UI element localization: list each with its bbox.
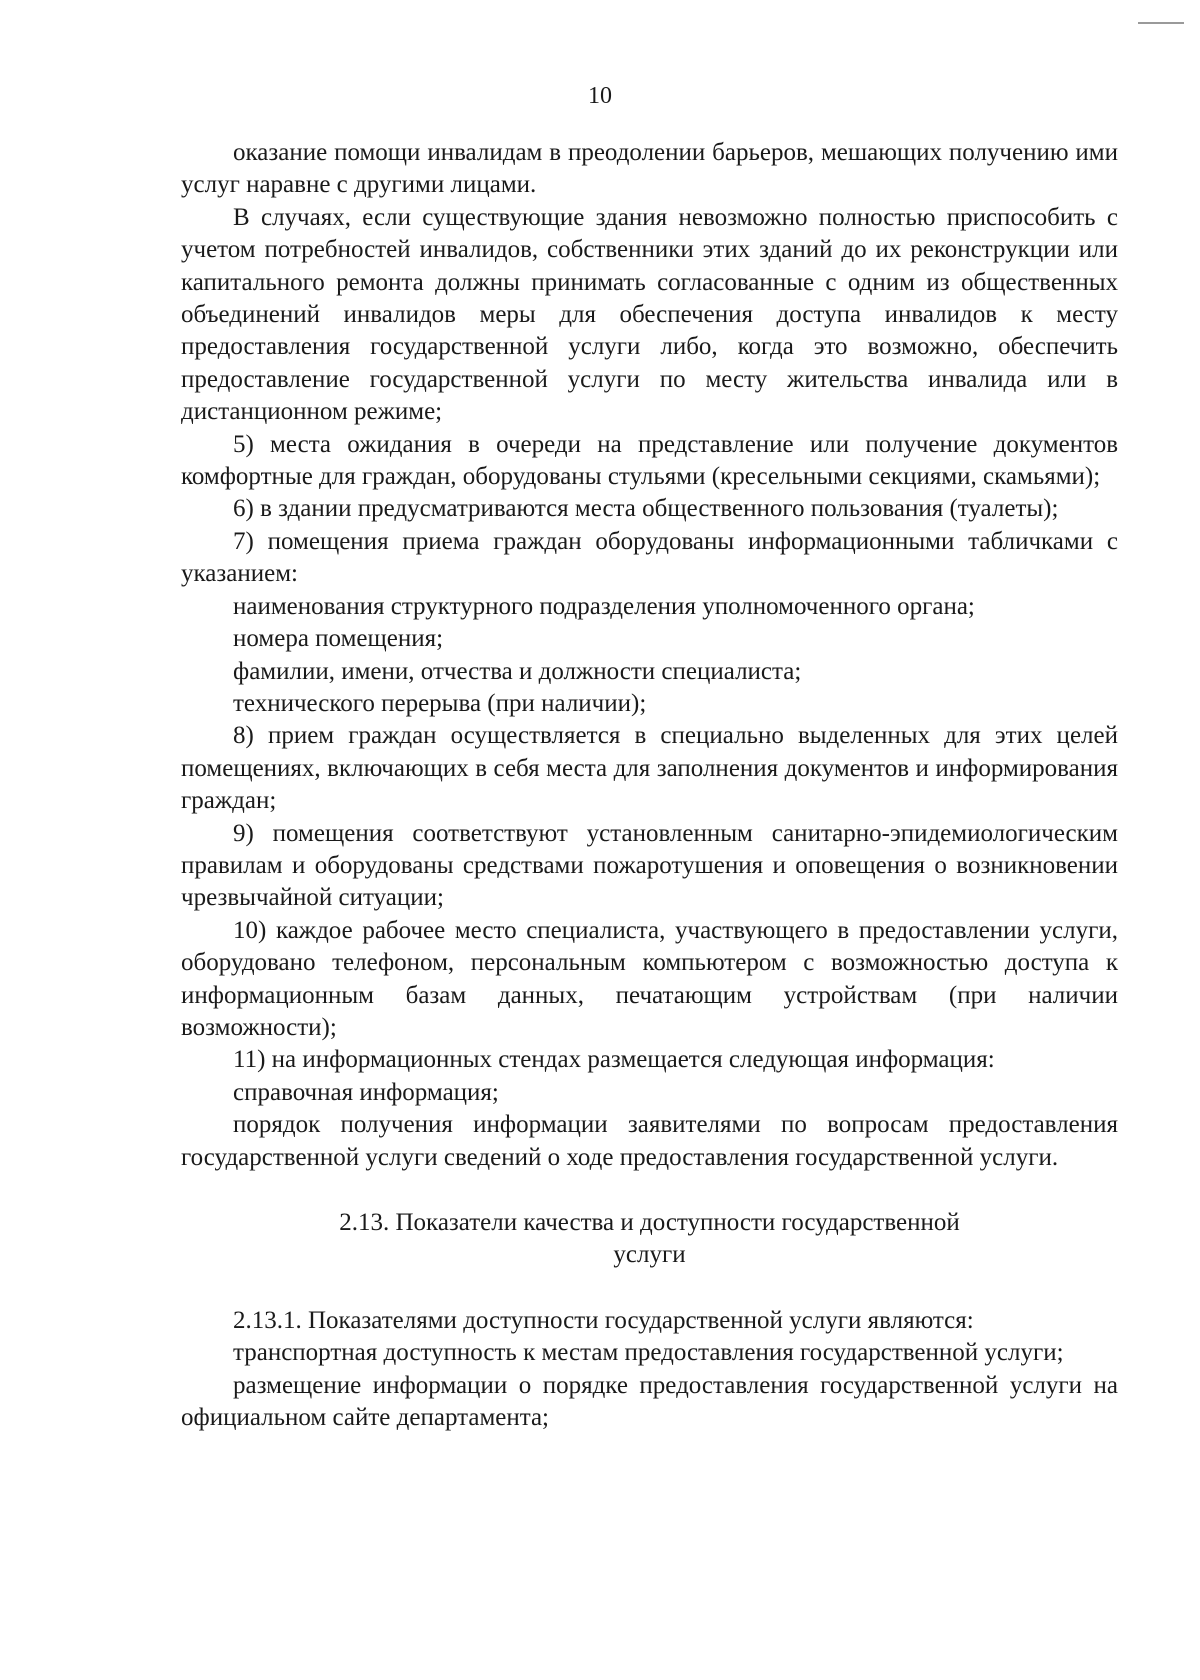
paragraph: 8) прием граждан осуществляется в специально выделенных для этих целей помещениях, включающих в себя места для заполнения документов и информирования граждан; (181, 722, 1118, 815)
paragraph: размещение информации о порядке предоставления государственной услуги на официальном сайте департамента; (181, 1371, 1118, 1432)
page-number: 10 (588, 83, 612, 109)
paragraph: 11) на информационных стендах размещается следующая информация: (233, 1046, 995, 1074)
list-item: справочная информация; (233, 1078, 499, 1106)
list-item: фамилии, имени, отчества и должности специалиста; (233, 657, 802, 685)
scan-edge-mark (1138, 22, 1184, 24)
paragraph: 6) в здании предусматриваются места общественного пользования (туалеты); (233, 495, 1059, 523)
paragraph: транспортная доступность к местам предоставления государственной услуги; (233, 1339, 1064, 1367)
paragraph: 9) помещения соответствуют установленным санитарно-эпидемиологическим правилам и оборудованы средствами пожаротушения и оповещения о возникновении чрезвычайной ситуации; (181, 819, 1118, 912)
paragraph: 7) помещения приема граждан оборудованы информационными табличками с указанием: (181, 527, 1118, 588)
document-body (181, 137, 1118, 1434)
paragraph: В случаях, если существующие здания невозможно полностью приспособить с учетом потребностей инвалидов, собственники этих зданий до их реконструкции или капитального ремонта должны принимать согласованные с одним из общественных объединений инвалидов меры для обеспечения доступа инвалидов к месту предоставления государственной услуги либо, когда это возможно, обеспечить предоставление государственной услуги по месту жительства инвалида или в дистанционном режиме; (181, 203, 1118, 426)
section-heading (181, 1207, 1118, 1272)
paragraph: оказание помощи инвалидам в преодолении барьеров, мешающих получению ими услуг наравне с другими лицами. (181, 139, 1118, 199)
list-item: номера помещения; (233, 625, 444, 653)
section-heading-line: 2.13. Показатели качества и доступности государственной (339, 1209, 960, 1236)
paragraph: 2.13.1. Показателями доступности государственной услуги являются: (233, 1306, 974, 1334)
paragraph: 5) места ожидания в очереди на представление или получение документов комфортные для граждан, оборудованы стульями (кресельными секциями, скамьями); (181, 430, 1118, 491)
section-heading-line: услуги (613, 1241, 686, 1269)
list-item: наименования структурного подразделения уполномоченного органа; (233, 592, 975, 620)
list-item: технического перерыва (при наличии); (233, 689, 647, 717)
paragraph: 10) каждое рабочее место специалиста, участвующего в предоставлении услуги, оборудовано телефоном, персональным компьютером с возможностью доступа к информационным базам данных, печатающим устройствам (при наличии возможности); (181, 916, 1118, 1041)
paragraph: порядок получения информации заявителями по вопросам предоставления государственной услуги сведений о ходе предоставления государственной услуги. (181, 1111, 1118, 1171)
